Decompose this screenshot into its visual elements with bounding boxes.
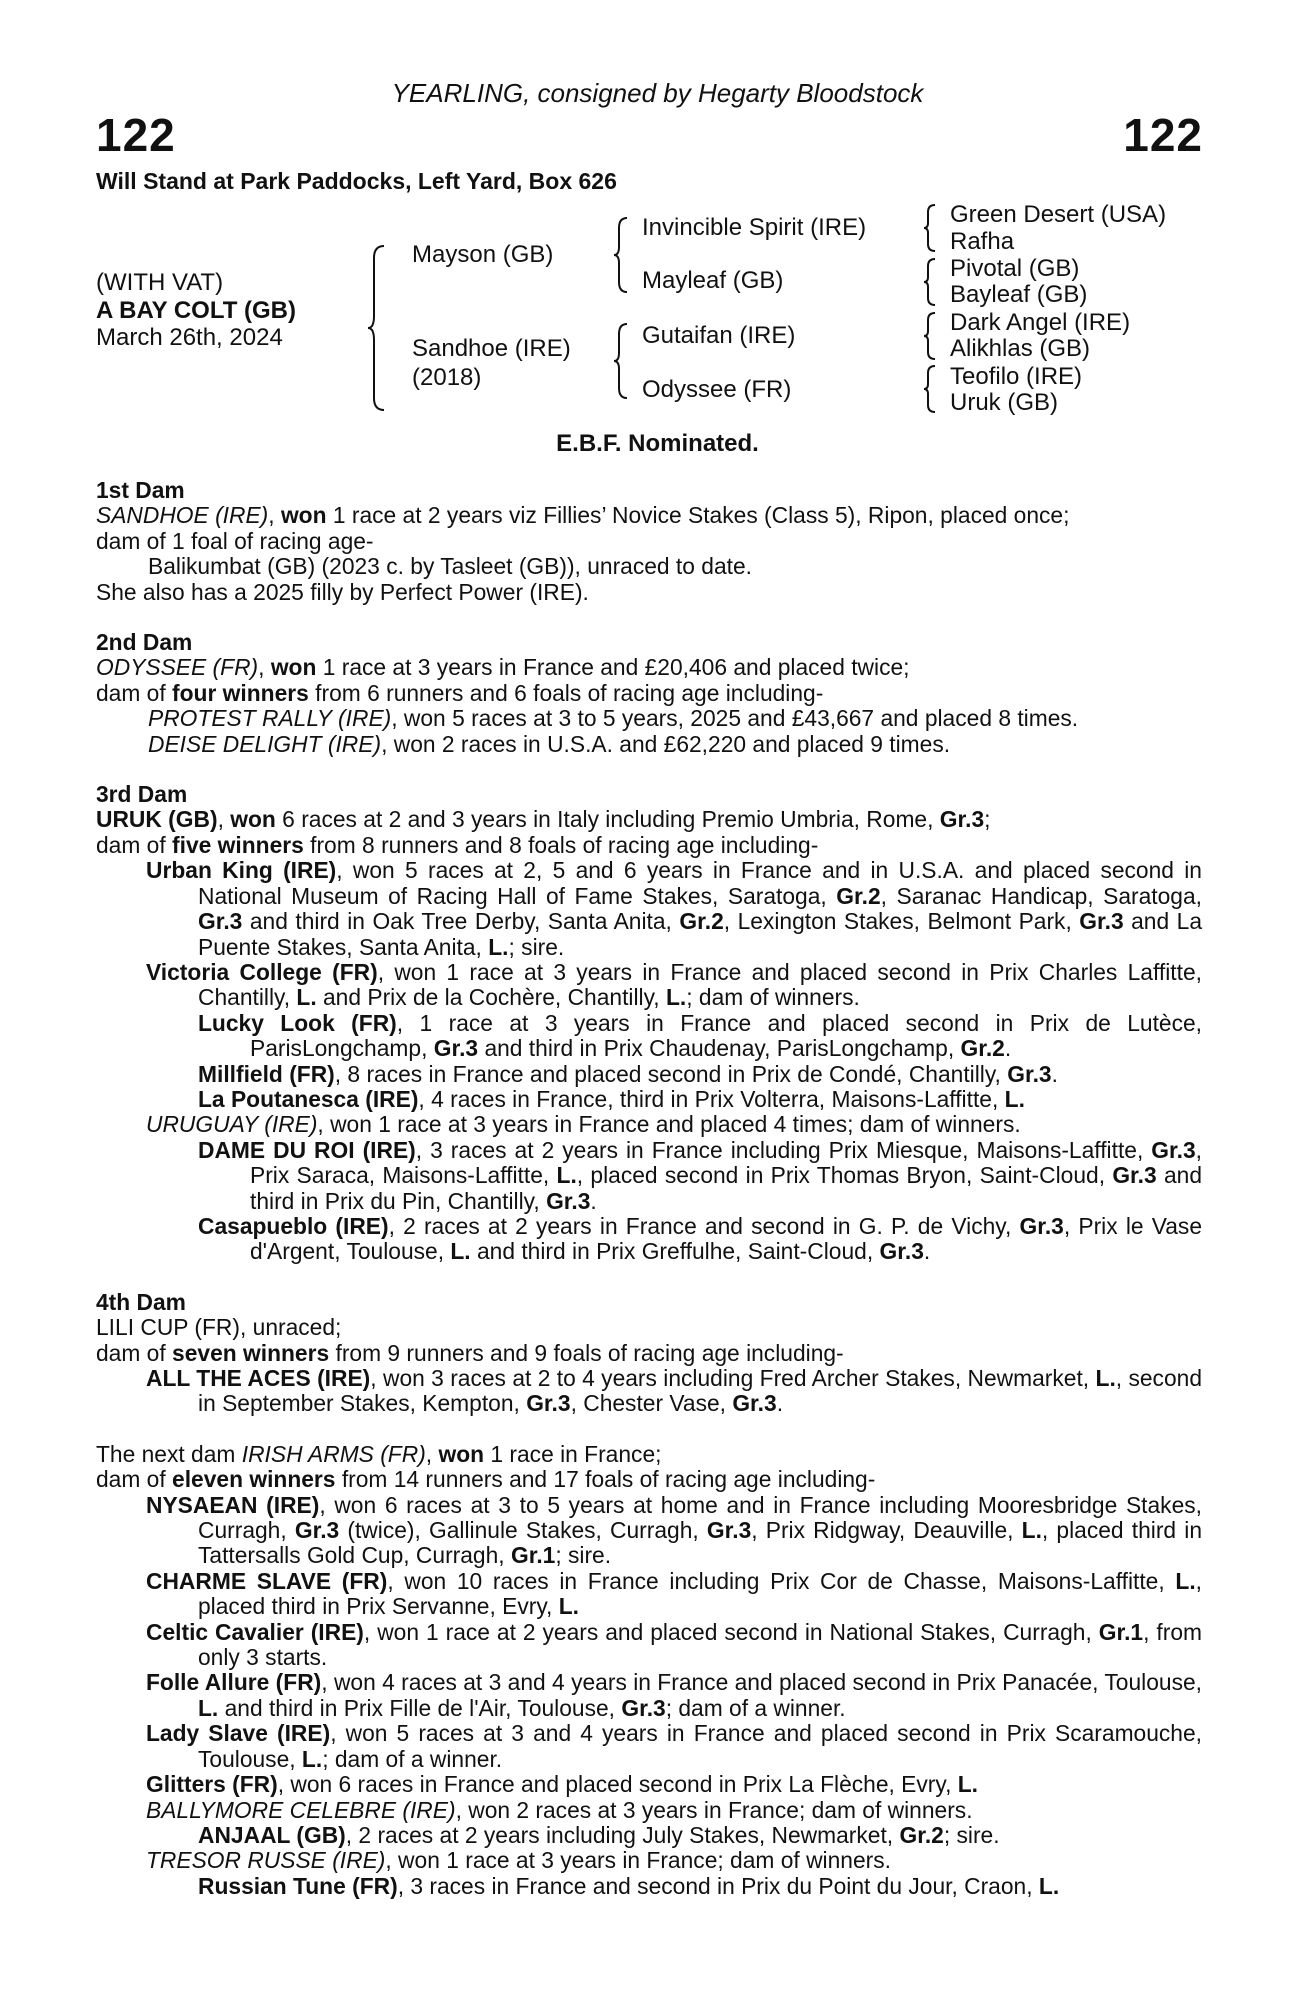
progeny-name: ANJAAL (GB) [198, 1821, 346, 1848]
third-dam-line: URUK (GB), won 6 races at 2 and 3 years in Italy including Premio Umbria, Rome, Gr.3; [96, 806, 991, 833]
record-text: . [776, 1390, 784, 1417]
record-text: , won 6 races in France and placed second in Prix La Flèche, Evry, [277, 1771, 958, 1798]
first-dam-extra: She also has a 2025 filly by Perfect Power (IRE). [96, 578, 589, 605]
pedigree-brace-sire [612, 216, 632, 294]
fourth-dam-dam-of [96, 1341, 1202, 1366]
progeny-entry [96, 960, 1202, 1011]
sire-sire-name: Invincible Spirit (IRE) [642, 214, 867, 241]
consignment-line: YEARLING, consigned by Hegarty Bloodstock [391, 78, 924, 108]
progeny-entry [96, 1721, 1202, 1772]
pedigree-brace-gg3 [922, 311, 938, 361]
progeny-entry [96, 1569, 1202, 1620]
third-dam-dam-of [96, 833, 1202, 858]
progeny-name: Casapueblo (IRE) [198, 1212, 389, 1239]
ggp-dark-angel: Dark Angel (IRE) [950, 309, 1131, 336]
winners-count: seven winners [172, 1339, 330, 1366]
record-text: . [590, 1187, 597, 1214]
record-text: and third in Oak Tree Derby, Santa Anita, [242, 908, 680, 935]
grade-label: Gr.2 [899, 1821, 944, 1848]
record-text: , Chester Vase, [570, 1390, 733, 1417]
record-text: . [923, 1238, 931, 1265]
runners-text: from 6 runners and 6 foals of racing age including- [308, 679, 824, 706]
progeny-name: DEISE DELIGHT (IRE) [148, 730, 382, 757]
listed-label: L. [450, 1238, 471, 1265]
record-text: ; dam of winners. [686, 984, 860, 1011]
ggp-uruk: Uruk (GB) [950, 389, 1058, 416]
winners-count: five winners [172, 831, 304, 858]
progeny-entry [96, 1823, 1202, 1848]
record-text: , 4 races in France, third in Prix Volterra, Maisons-Laffitte, [418, 1085, 1005, 1112]
progeny-name: Victoria College (FR) [146, 958, 378, 985]
first-dam-name: SANDHOE (IRE) [96, 502, 269, 529]
won-label: won [270, 654, 317, 681]
catalogue-body [96, 478, 1202, 1899]
next-dam-line [96, 1442, 1202, 1467]
second-dam-line: ODYSSEE (FR), won 1 race at 3 years in France and £20,406 and placed twice; [96, 654, 910, 681]
progeny-name: URUGUAY (IRE) [146, 1111, 318, 1138]
grade-label: Gr.1 [510, 1542, 556, 1569]
pedigree-brace-main [366, 244, 390, 412]
record-text: , won 4 races at 3 and 4 years in France and placed second in Prix Panacée, Toulouse, [321, 1669, 1202, 1696]
record-text: . [1051, 1060, 1058, 1087]
listed-label: L. [488, 933, 509, 960]
dam-name: Sandhoe (IRE) [412, 335, 571, 362]
dam-of-label: dam of [96, 679, 173, 706]
progeny-name: Millfield (FR) [198, 1060, 335, 1087]
listed-label: L. [198, 1694, 219, 1721]
grade-label: Gr.3 [1112, 1162, 1157, 1189]
progeny-name: Glitters (FR) [146, 1771, 278, 1798]
record-text: , placed third in Tattersalls Gold Cup, Curragh, [198, 1517, 1202, 1569]
grade-label: Gr.3 [526, 1390, 571, 1417]
grade-label: Gr.1 [1098, 1618, 1144, 1645]
record-text: (twice), Gallinule Stakes, Curragh, [339, 1517, 707, 1544]
progeny-entry [96, 1798, 1202, 1823]
record-text: , 2 races at 2 years in France and second in G. P. de Vichy, [388, 1212, 1020, 1239]
progeny-entry [96, 1087, 1202, 1112]
second-dam-name: ODYSSEE (FR) [96, 654, 259, 681]
record-text: , won 10 races in France including Prix Cor de Chasse, Maisons-Laffitte, [387, 1567, 1176, 1594]
record-text: ; sire. [943, 1821, 1000, 1848]
record-text: , Prix Ridgway, Deauville, [751, 1517, 1022, 1544]
grade-label: Gr.3 [433, 1035, 479, 1062]
listed-label: L. [1038, 1872, 1060, 1899]
progeny-name: Folle Allure (FR) [146, 1669, 322, 1696]
progeny-name: Lady Slave (IRE) [146, 1720, 331, 1747]
lot-number-left: 122 [96, 109, 176, 161]
record-text: and Prix de la Cochère, Chantilly, [316, 984, 666, 1011]
record-text: and third in Prix Chaudenay, ParisLongchamp, [478, 1035, 961, 1062]
record-text: , Saranac Handicap, Saratoga, [880, 882, 1202, 909]
progeny-entry [96, 1366, 1202, 1417]
record-text: , Prix le Vase d'Argent, Toulouse, [250, 1212, 1203, 1265]
progeny-entry [96, 1214, 1202, 1265]
third-dam-heading: 3rd Dam [96, 781, 188, 808]
progeny-entry [96, 1493, 1202, 1569]
next-dam-intro: The next dam [96, 1440, 242, 1467]
ggp-pivotal: Pivotal (GB) [950, 255, 1080, 282]
horse-name: A BAY COLT (GB) [96, 297, 297, 324]
progeny-name: CHARME SLAVE (FR) [146, 1567, 388, 1594]
record-text: , won 2 races at 3 years in France; dam of winners. [455, 1796, 973, 1823]
progeny-name: NYSAEAN (IRE) [146, 1491, 320, 1518]
record-text: and La Puente Stakes, Santa Anita, [198, 908, 1202, 960]
record-text: , second in September Stakes, Kempton, [198, 1365, 1202, 1417]
grade-label: Gr.3 [1079, 908, 1124, 935]
grade-label: Gr.3 [879, 1238, 924, 1265]
progeny-entry [96, 1112, 1202, 1137]
grade-label: Gr.2 [836, 882, 881, 909]
listed-label: L. [1175, 1567, 1196, 1594]
listed-label: L. [665, 984, 687, 1011]
grade-label: Gr.3 [198, 908, 243, 935]
progeny-name: DAME DU ROI (IRE) [198, 1136, 416, 1163]
record-text: ; dam of a winner. [665, 1694, 846, 1721]
grade-label: Gr.2 [960, 1035, 1005, 1062]
grade-label: Gr.3 [1151, 1136, 1196, 1163]
record-text: and third in Prix du Pin, Chantilly, [250, 1162, 1203, 1214]
listed-label: L. [1004, 1085, 1025, 1112]
progeny-entry [96, 1772, 1202, 1797]
won-label: won [280, 502, 327, 529]
progeny-entry [96, 858, 1202, 960]
next-dam-name: IRISH ARMS (FR) [241, 1440, 426, 1467]
ggp-rafha: Rafha [950, 228, 1015, 255]
grade-label: Gr.2 [679, 908, 724, 935]
ggp-alikhlas: Alikhlas (GB) [950, 335, 1091, 362]
record-text: , [425, 1440, 439, 1467]
progeny-record: , won 5 races at 3 to 5 years, 2025 and £43,667 and placed 8 times. [391, 705, 1079, 732]
winners-count: eleven winners [172, 1466, 336, 1493]
record-text: , won 3 races at 2 to 4 years including Fred Archer Stakes, Newmarket, [370, 1365, 1096, 1391]
record-text: , won 1 race at 2 years and placed second in National Stakes, Curragh, [363, 1618, 1099, 1645]
grade-label: Gr.3 [546, 1187, 591, 1214]
grade-label: Gr.3 [1019, 1212, 1064, 1239]
record-text: , from only 3 starts. [198, 1618, 1202, 1671]
ggp-bayleaf: Bayleaf (GB) [950, 281, 1088, 308]
record-text: 6 races at 2 and 3 years in Italy including Premio Umbria, Rome, [275, 806, 940, 833]
progeny-name: Celtic Cavalier (IRE) [146, 1618, 364, 1645]
record-text: , won 1 race at 3 years in France and placed 4 times; dam of winners. [317, 1111, 1021, 1138]
progeny-entry [96, 1848, 1202, 1873]
vat-label: (WITH VAT) [96, 269, 224, 296]
record-text: , placed second in Prix Thomas Bryon, Saint-Cloud, [576, 1162, 1113, 1189]
listed-label: L. [558, 1593, 579, 1620]
runners-text: from 9 runners and 9 foals of racing age including- [329, 1339, 844, 1366]
ebf-nominated: E.B.F. Nominated. [556, 430, 759, 457]
record-text: , Prix Saraca, Maisons-Laffitte, [250, 1136, 1202, 1189]
second-dam-record: 1 race at 3 years in France and £20,406 and placed twice; [316, 654, 910, 681]
lot-number-right: 122 [1123, 109, 1203, 161]
progeny-record: , won 2 races in U.S.A. and £62,220 and placed 9 times. [381, 730, 951, 757]
listed-label: L. [301, 1745, 323, 1772]
dam-of-label: dam of [96, 1466, 173, 1493]
dam-of-label: dam of [96, 1339, 173, 1366]
horse-foaled: March 26th, 2024 [96, 324, 283, 351]
listed-label: L. [1095, 1365, 1116, 1391]
dam-sire-name: Gutaifan (IRE) [642, 322, 796, 349]
progeny-entry [96, 1138, 1202, 1214]
listed-label: L. [556, 1162, 577, 1189]
first-dam-foal: Balikumbat (GB) (2023 c. by Tasleet (GB)), unraced to date. [148, 553, 752, 580]
third-dam-name: URUK (GB) [96, 806, 218, 833]
record-text: , won 1 race at 3 years in France; dam of winners. [385, 1847, 891, 1874]
ggp-teofilo: Teofilo (IRE) [950, 363, 1083, 390]
stand-location: Will Stand at Park Paddocks, Left Yard, Box 626 [96, 168, 617, 194]
record-text: , won 1 race at 3 years in France and placed second in Prix Charles Laffitte, Chantilly, [198, 958, 1202, 1011]
record-text: , 3 races in France and second in Prix du Point du Jour, Craon, [397, 1872, 1039, 1899]
progeny-entry [96, 1011, 1202, 1062]
record-text: ; sire. [555, 1542, 612, 1569]
record-text: , 8 races in France and placed second in Prix de Condé, Chantilly, [334, 1060, 1008, 1087]
record-text: , 3 races at 2 years in France including Prix Miesque, Maisons-Laffitte, [415, 1136, 1152, 1163]
record-text: , won 5 races at 3 and 4 years in France and placed second in Prix Scaramouche, Toulouse, [198, 1720, 1202, 1772]
record-text: , 2 races at 2 years including July Stakes, Newmarket, [345, 1821, 900, 1848]
pedigree-brace-gg2 [922, 257, 938, 307]
second-dam-heading: 2nd Dam [96, 629, 193, 656]
grade-label: Gr.3 [706, 1517, 752, 1544]
record-text: ; sire. [508, 933, 565, 960]
record-text: , Lexington Stakes, Belmont Park, [723, 908, 1080, 935]
progeny-name: Urban King (IRE) [146, 857, 337, 884]
record-text: . [1004, 1035, 1012, 1062]
pedigree-brace-dam [612, 322, 632, 400]
won-label: won [230, 806, 276, 833]
record-text: , 1 race at 3 years in France and placed second in Prix de Lutèce, ParisLongchamp, [250, 1009, 1202, 1062]
dam-dam-name: Odyssee (FR) [642, 376, 792, 403]
record-text: , placed third in Prix Servanne, Evry, [198, 1567, 1202, 1620]
sire-name: Mayson (GB) [412, 241, 554, 268]
grade-label: Gr.3 [732, 1390, 777, 1417]
runners-text: from 8 runners and 8 foals of racing age including- [303, 831, 819, 858]
dam-year: (2018) [412, 364, 482, 391]
runners-text: from 14 runners and 17 foals of racing age including- [335, 1466, 876, 1493]
listed-label: L. [296, 984, 317, 1011]
progeny-name: PROTEST RALLY (IRE) [148, 705, 392, 732]
progeny-entry [96, 1874, 1202, 1899]
won-label: won [438, 1440, 485, 1467]
second-dam-dam-of [96, 681, 1202, 706]
listed-label: L. [1021, 1517, 1042, 1544]
record-text: and third in Prix Fille de l'Air, Toulouse, [218, 1694, 622, 1721]
progeny-name: Lucky Look (FR) [198, 1009, 397, 1036]
progeny-entry [96, 732, 1202, 757]
grade-label: Gr.3 [1007, 1060, 1052, 1087]
progeny-name: Russian Tune (FR) [198, 1872, 398, 1899]
pedigree-brace-gg4 [922, 364, 938, 414]
pedigree-brace-gg1 [922, 203, 938, 253]
sire-dam-name: Mayleaf (GB) [642, 267, 784, 294]
ggp-green-desert: Green Desert (USA) [950, 201, 1167, 228]
first-dam-line: SANDHOE (IRE), won 1 race at 2 years viz Fillies’ Novice Stakes (Class 5), Ripon, placed once; [96, 502, 1070, 529]
grade-label: Gr.3 [939, 806, 985, 833]
record-text: and third in Prix Greffulhe, Saint-Cloud, [470, 1238, 880, 1265]
fourth-dam-heading: 4th Dam [96, 1288, 186, 1315]
dam-of-label: dam of [96, 831, 173, 858]
progeny-entry [96, 1620, 1202, 1671]
record-text: , won 5 races at 2, 5 and 6 years in France and in U.S.A. and placed second in National Museum of Racing Hall of Fame Stakes, Saratoga, [198, 857, 1202, 909]
progeny-name: TRESOR RUSSE (IRE) [146, 1847, 386, 1874]
grade-label: Gr.3 [294, 1517, 340, 1544]
fourth-dam-line: LILI CUP (FR), unraced; [96, 1314, 342, 1341]
progeny-name: BALLYMORE CELEBRE (IRE) [146, 1796, 456, 1823]
record-text: , won 6 races at 3 to 5 years at home and in France including Mooresbridge Stakes, Curragh, [198, 1491, 1202, 1544]
grade-label: Gr.3 [621, 1694, 666, 1721]
progeny-name: ALL THE ACES (IRE) [146, 1365, 371, 1391]
first-dam-heading: 1st Dam [96, 477, 185, 503]
progeny-entry [96, 706, 1202, 731]
record-text: ; dam of a winner. [322, 1745, 503, 1772]
record-text: ; [984, 806, 991, 833]
progeny-entry [96, 1062, 1202, 1087]
first-dam-record: 1 race at 2 years viz Fillies’ Novice Stakes (Class 5), Ripon, placed once; [326, 502, 1070, 529]
listed-label: L. [957, 1771, 979, 1798]
record-text: 1 race in France; [484, 1440, 662, 1467]
progeny-entry [96, 1670, 1202, 1721]
winners-count: four winners [172, 679, 309, 706]
next-dam-dam-of [96, 1467, 1202, 1492]
progeny-name: La Poutanesca (IRE) [198, 1085, 419, 1112]
first-dam-dam-of: dam of 1 foal of racing age- [96, 527, 374, 554]
